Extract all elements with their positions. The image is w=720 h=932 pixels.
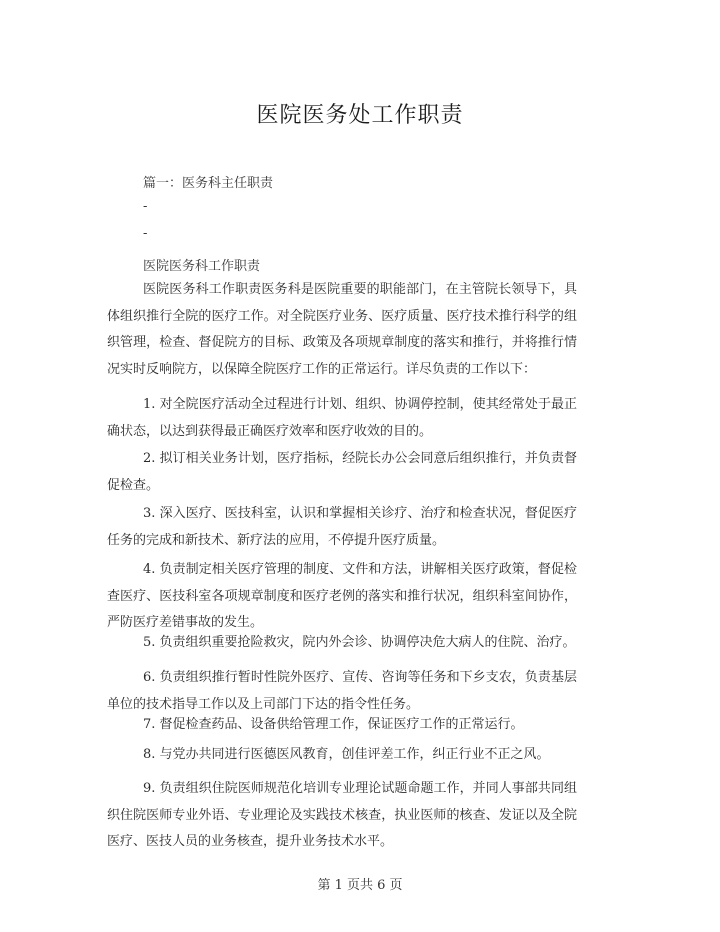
page-footer: 第 1 页共 6 页 [317,878,403,893]
dash-line: - [143,226,148,241]
list-item: 5. 负责组织重要抢险救灾，院内外会诊、协调停决危大病人的住院、治疗。 [143,635,576,650]
subheading: 医院医务科工作职责 [143,259,261,274]
list-item: 8. 与党办共同进行医德医风教育，创佳评差工作，纠正行业不正之风。 [143,747,550,762]
section-heading: 篇一：医务科主任职责 [143,176,274,191]
list-item: 4. 负责制定相关医疗管理的制度、文件和方法，讲解相关医疗政策，督促检查医疗、医技科室各项规章制度和医疗老例的落实和推行状况，组织科室间协作，严防医疗差错事故的发生。 [107,562,577,630]
intro-paragraph: 医院医务科工作职责医务科是医院重要的职能部门，在主管院长领导下，具体组织推行全院的医疗工作。对全院医疗业务、医疗质量、医疗技术推行科学的组织管理，检查、督促院方的目标、政策及各项规章制度的落实和推行，并将推行情况实时反响院方，以保障全院医疗工作的正常运行。详尽负责的工作以下： [107,282,577,377]
list-item: 7. 督促检查药品、设备供给管理工作，保证医疗工作的正常运行。 [143,717,524,732]
page-title: 医院医务处工作职责 [256,103,464,128]
list-item: 9. 负责组织住院医师规范化培训专业理论试题命题工作，并同人事部共同组织住院医师专业外语、专业理论及实践技术核查，执业医师的核查、发证以及全院医疗、医技人员的业务核查，提升业务技术水平。 [107,781,577,849]
list-item: 3. 深入医疗、医技科室，认识和掌握相关诊疗、治疗和检查状况，督促医疗任务的完成和新技术、新疗法的应用，不停提升医疗质量。 [107,506,577,548]
list-item: 2. 拟订相关业务计划，医疗指标，经院长办公会同意后组织推行，并负责督促检查。 [107,451,577,493]
list-item: 6. 负责组织推行暂时性院外医疗、宣传、咨询等任务和下乡支农，负责基层单位的技术指导工作以及上司部门下达的指令性任务。 [107,670,577,712]
list-item: 1. 对全院医疗活动全过程进行计划、组织、协调停控制，使其经常处于最正确状态，以达到获得最正确医疗效率和医疗收效的目的。 [107,397,577,439]
dash-line: - [143,199,148,214]
